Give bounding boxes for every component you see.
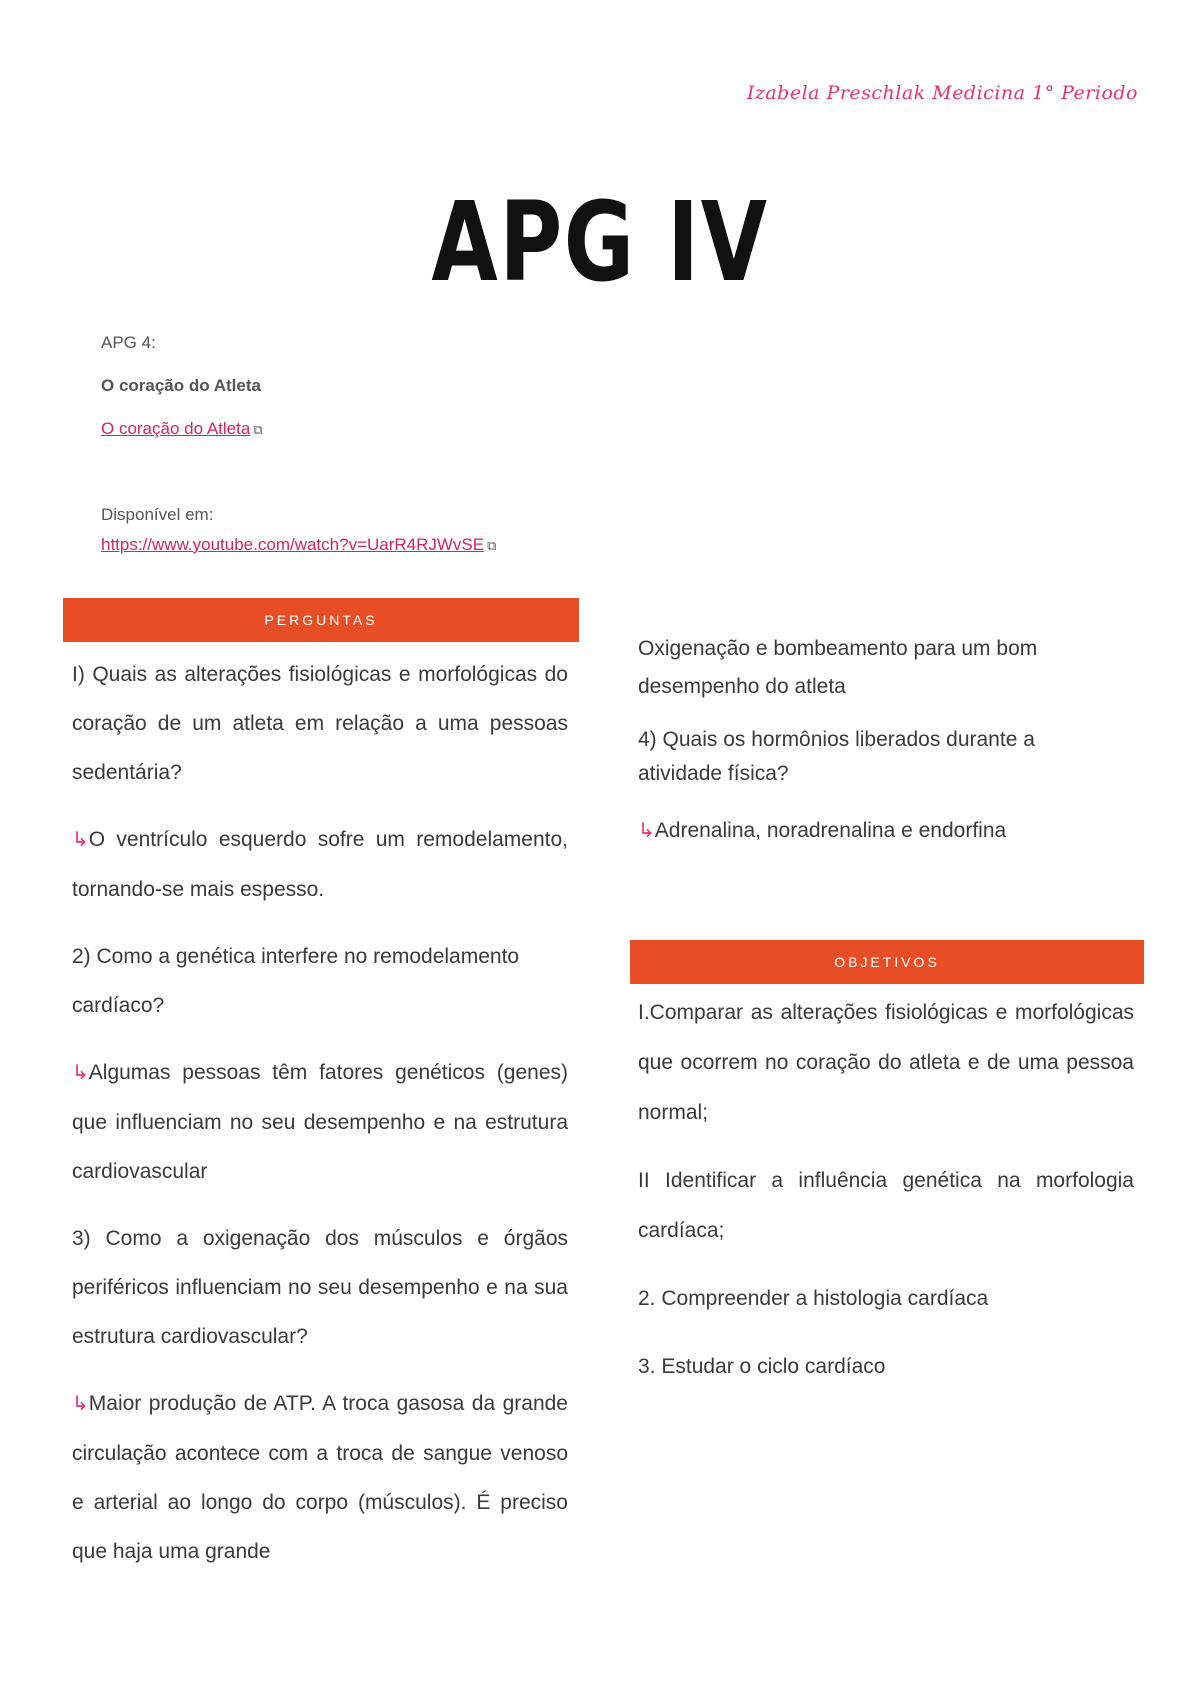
question-1: I) Quais as alterações fisiológicas e morfológicas do coração de um atleta em relação a uma pessoas sedentária? xyxy=(72,663,568,784)
apg-label: APG 4: xyxy=(101,333,156,352)
answer-3-continued: Oxigenação e bombeamento para um bom desempenho do atleta xyxy=(638,637,1038,698)
question-4: 4) Quais os hormônios liberados durante a atividade física? xyxy=(638,728,1035,785)
available-label: Disponível em: xyxy=(101,505,214,524)
objective-3: 2. Compreender a histologia cardíaca xyxy=(638,1287,989,1310)
external-link-icon: ⧉ xyxy=(487,538,497,553)
perguntas-column-continued xyxy=(638,630,1098,848)
objetivos-column xyxy=(638,988,1134,1392)
video-link-row xyxy=(101,535,496,555)
external-link-icon: ⧉ xyxy=(253,422,263,437)
perguntas-header: PERGUNTAS xyxy=(63,598,579,642)
objective-4: 3. Estudar o ciclo cardíaco xyxy=(638,1355,886,1378)
answer-4 xyxy=(638,814,1098,848)
arrow-icon: ↳ xyxy=(638,820,655,842)
answer-1 xyxy=(72,815,568,914)
objective-1: I.Comparar as alterações fisiológicas e morfológicas que ocorrem no coração do atleta e de uma pessoa normal; xyxy=(638,1001,1134,1124)
perguntas-column xyxy=(72,650,568,1576)
answer-2 xyxy=(72,1048,568,1196)
author-header: Izabela Preschlak Medicina 1° Periodo xyxy=(746,82,1138,104)
question-2: 2) Como a genética interfere no remodelamento cardíaco? xyxy=(72,945,520,1017)
objetivos-header: OBJETIVOS xyxy=(630,940,1144,984)
arrow-icon: ↳ xyxy=(72,1062,89,1084)
question-3: 3) Como a oxigenação dos músculos e órgãos periféricos influenciam no seu desempenho e na sua estrutura cardiovascular? xyxy=(72,1227,568,1348)
topic-link-row xyxy=(101,419,263,439)
answer-3-text: Maior produção de ATP. A troca gasosa da grande circulação acontece com a troca de sangue venoso e arterial ao longo do corpo (músculos). É preciso que haja uma grande xyxy=(72,1392,568,1563)
page-title: APG IV xyxy=(431,178,769,306)
objective-2: II Identificar a influência genética na morfologia cardíaca; xyxy=(638,1169,1134,1242)
topic-title: O coração do Atleta xyxy=(101,376,261,395)
topic-link[interactable]: O coração do Atleta xyxy=(101,419,251,438)
answer-1-text: O ventrículo esquerdo sofre um remodelamento, tornando-se mais espesso. xyxy=(72,828,568,901)
answer-4-text: Adrenalina, noradrenalina e endorfina xyxy=(654,819,1007,842)
answer-3 xyxy=(72,1379,568,1576)
video-link[interactable]: https://www.youtube.com/watch?v=UarR4RJWvSE xyxy=(101,535,485,554)
answer-2-text: Algumas pessoas têm fatores genéticos (genes) que influenciam no seu desempenho e na estrutura cardiovascular xyxy=(72,1061,568,1183)
arrow-icon: ↳ xyxy=(72,829,89,851)
arrow-icon: ↳ xyxy=(72,1393,89,1415)
